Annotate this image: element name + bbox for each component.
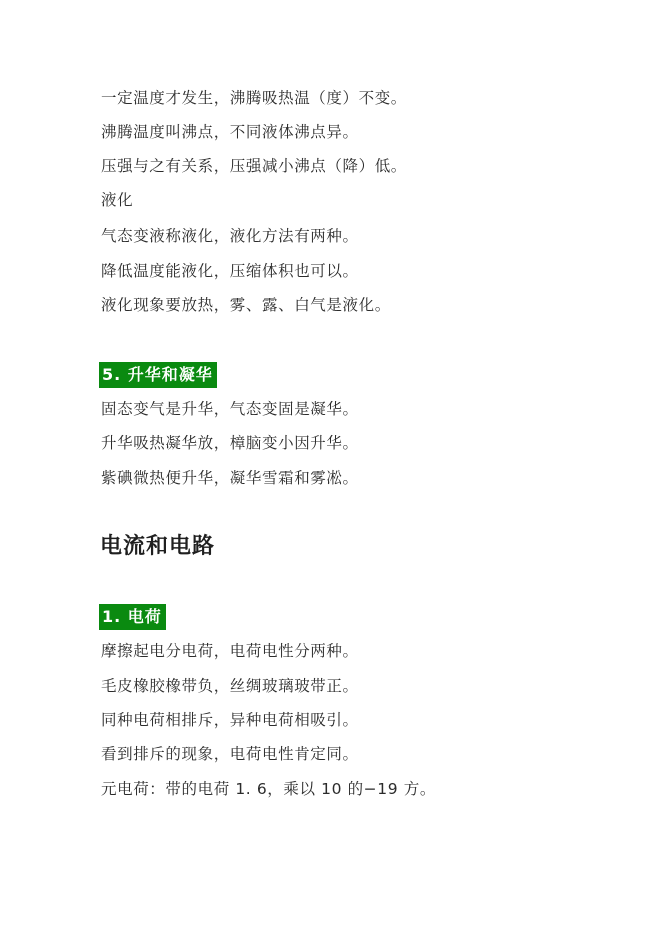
text-line: 摩擦起电分电荷，电荷电性分两种。 (101, 642, 359, 660)
text-line: 气态变液称液化，液化方法有两种。 (101, 227, 359, 245)
text-line: 一定温度才发生，沸腾吸热温（度）不变。 (101, 89, 407, 107)
text-line: 固态变气是升华，气态变固是凝华。 (101, 400, 359, 418)
text-line: 压强与之有关系，压强减小沸点（降）低。 (101, 157, 407, 175)
text-line: 毛皮橡胶橡带负，丝绸玻璃玻带正。 (101, 677, 359, 695)
section-heading-charge: 1. 电荷 (99, 604, 166, 630)
text-line: 元电荷：带的电荷 1. 6，乘以 10 的−19 方。 (101, 780, 436, 798)
text-line: 升华吸热凝华放，樟脑变小因升华。 (101, 434, 359, 452)
text-line: 同种电荷相排斥，异种电荷相吸引。 (101, 711, 359, 729)
section-heading-sublimation: 5. 升华和凝华 (99, 362, 217, 388)
text-line: 紫碘微热便升华，凝华雪霜和雾凇。 (101, 469, 359, 487)
text-line: 沸腾温度叫沸点，不同液体沸点异。 (101, 123, 359, 141)
chapter-title: 电流和电路 (100, 534, 216, 559)
liquefaction-heading: 液化 (101, 191, 134, 209)
text-line: 看到排斥的现象，电荷电性肯定同。 (101, 745, 359, 763)
text-line: 降低温度能液化，压缩体积也可以。 (101, 262, 359, 280)
text-line: 液化现象要放热，雾、露、白气是液化。 (101, 296, 391, 314)
